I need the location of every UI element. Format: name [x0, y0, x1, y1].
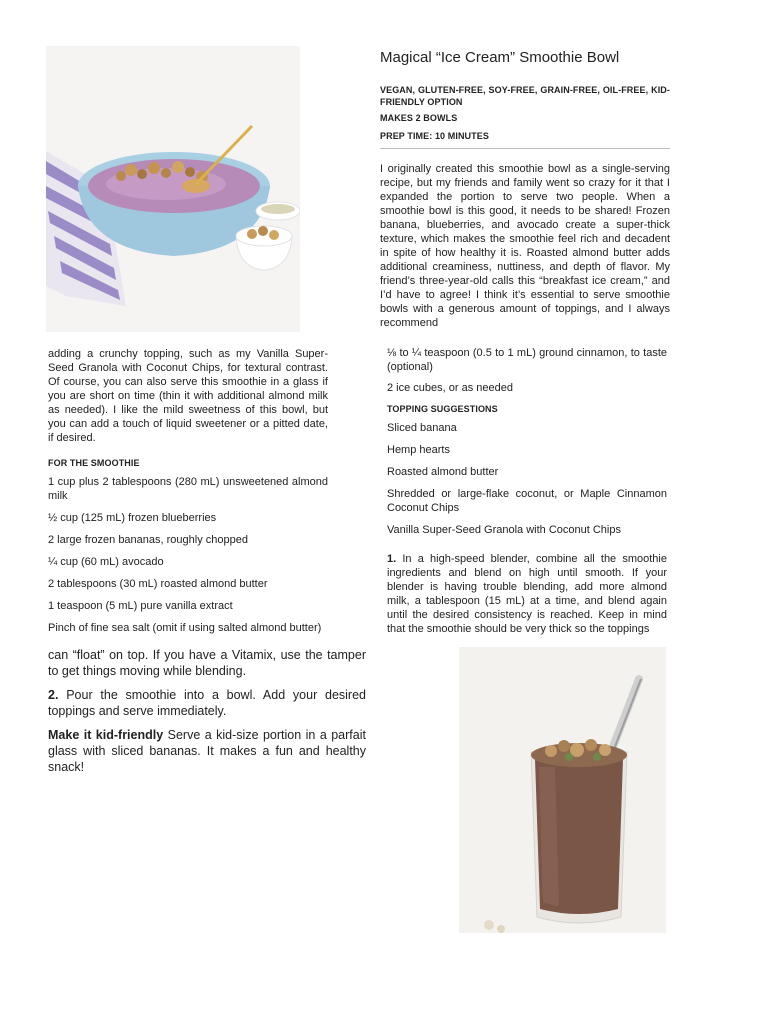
smoothie-bowl-photo [46, 46, 300, 332]
ingredient-item: ¼ cup (60 mL) avocado [48, 556, 164, 568]
intro-paragraph-part1: I originally created this smoothie bowl as a single-serving recipe, but my friends and family went so crazy for it that I expanded the portion to serve two people. When a smoothie bowl is this good, it needs to be shared! Frozen banana, blueberries, and avocado create a super-thick texture, which makes the smoothie feel rich and decadent in spite of how healthy it is. Roasted almond butter adds additional creaminess, nuttiness, and depth of flavor. My friend’s three-year-old calls this “breakfast ice cream,” and I’d have to agree! I think it’s essential to serve smoothie bowls with a generous amount of toppings, and I always recommend [380, 163, 670, 329]
topping-item: Roasted almond butter [387, 466, 499, 478]
step-1-part1 [387, 552, 667, 636]
kid-friendly-note [48, 727, 366, 775]
yield-label: MAKES 2 BOWLS [380, 113, 458, 123]
topping-item: Shredded or large-flake coconut, or Maple Cinnamon Coconut Chips [387, 488, 667, 514]
step-2-text: Pour the smoothie into a bowl. Add your desired toppings and serve immediately. [48, 688, 367, 718]
step-2 [48, 687, 366, 719]
ingredient-item: ⅛ to ¼ teaspoon (0.5 to 1 mL) ground cinnamon, to taste (optional) [387, 347, 667, 373]
step-2-number: 2. [48, 688, 59, 702]
ingredient-item: 2 tablespoons (30 mL) roasted almond butter [48, 578, 268, 590]
recipe-title: Magical “Ice Cream” Smoothie Bowl [380, 49, 620, 66]
step-1-part2: can “float” on top. If you have a Vitamix, use the tamper to get things moving while blending. [48, 648, 366, 678]
kid-friendly-label: Make it kid-friendly [48, 728, 164, 742]
topping-item: Sliced banana [387, 422, 457, 434]
smoothie-bowl-illustration [46, 46, 300, 332]
ingredient-item: 2 ice cubes, or as needed [387, 382, 513, 394]
toppings-heading: TOPPING SUGGESTIONS [387, 404, 498, 414]
smoothie-heading: FOR THE SMOOTHIE [48, 458, 140, 468]
header-divider [380, 148, 670, 149]
ingredient-item: 2 large frozen bananas, roughly chopped [48, 534, 248, 546]
topping-item: Hemp hearts [387, 444, 450, 456]
smoothie-glass-photo [459, 647, 666, 933]
step-1-text: In a high-speed blender, combine all the smoothie ingredients and blend on high until smooth. If your blender is having trouble blending, add more almond milk, a tablespoon (15 mL) at a time, and blend again until the desired consistency is reached. Keep in mind that the smoothie should be very thick so the toppings [387, 553, 667, 635]
topping-item: Vanilla Super-Seed Granola with Coconut Chips [387, 524, 621, 536]
step-1-number: 1. [387, 553, 397, 565]
intro-paragraph-part2: adding a crunchy topping, such as my Vanilla Super-Seed Granola with Coconut Chips, for textural contrast. Of course, you can also serve this smoothie in a glass if you are short on time (thin it with additional almond milk as needed). I like the mild sweetness of this bowl, but you can add a touch of liquid sweetener or a pitted date, if desired. [48, 348, 328, 444]
prep-time-label: PREP TIME: 10 MINUTES [380, 131, 489, 141]
ingredient-item: 1 teaspoon (5 mL) pure vanilla extract [48, 600, 233, 612]
kid-friendly-text: Serve a kid-size portion in a parfait glass with sliced bananas. It makes a fun and healthy snack! [48, 728, 366, 774]
dietary-tags: VEGAN, GLUTEN-FREE, SOY-FREE, GRAIN-FREE, OIL-FREE, KID-FRIENDLY OPTION [380, 85, 670, 107]
ingredient-item: 1 cup plus 2 tablespoons (280 mL) unsweetened almond milk [48, 476, 328, 502]
ingredient-item: Pinch of fine sea salt (omit if using salted almond butter) [48, 622, 322, 634]
smoothie-glass-illustration [459, 647, 666, 933]
ingredient-item: ½ cup (125 mL) frozen blueberries [48, 512, 217, 524]
